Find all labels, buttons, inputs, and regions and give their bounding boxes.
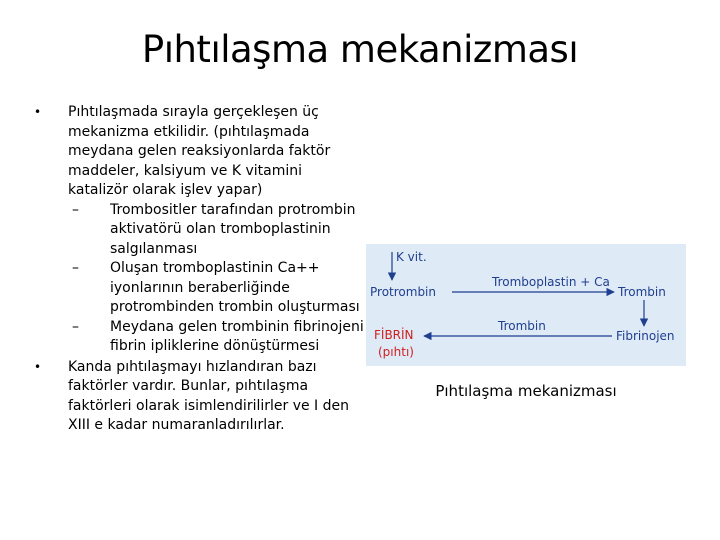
bullet-item-2 — [34, 358, 364, 436]
tromboplastin-ca-label: Tromboplastin + Ca — [492, 275, 610, 289]
pihti-label: (pıhtı) — [378, 345, 414, 359]
bullet-marker: • — [34, 105, 42, 119]
dash-marker: – — [72, 201, 79, 218]
figure-caption: Pıhtılaşma mekanizması — [435, 382, 617, 400]
sub-item-2 — [72, 259, 364, 318]
bullet-text: Pıhtılaşmada sırayla gerçekleşen üç mekanizma etkilidir. (pıhtılaşmada meydana gelen reaksiyonlarda faktör maddeler, kalsiyum ve K vitamini katalizör olarak işlev yapar) — [68, 104, 331, 198]
protrombin-label: Protrombin — [370, 285, 436, 299]
fibrin-label: FİBRİN — [374, 328, 414, 342]
sub-item-1 — [72, 201, 364, 260]
trombin-right-label: Trombin — [618, 285, 666, 299]
sub-item-text: Oluşan tromboplastinin Ca++ iyonlarının beraberliğinde protrombinden trombin oluşturması — [110, 260, 360, 315]
sub-item-text: Meydana gelen trombinin fibrinojeni fibrin ipliklerine dönüştürmesi — [110, 318, 364, 354]
trombin-mid-label: Trombin — [498, 319, 546, 333]
sub-item-3 — [72, 318, 364, 357]
slide-title: Pıhtılaşma mekanizması — [141, 28, 579, 71]
diagram-svg — [366, 244, 686, 366]
coagulation-diagram — [366, 244, 686, 366]
dash-marker: – — [72, 260, 79, 276]
dash-marker: – — [72, 318, 79, 335]
k-vitamin-label: K vit. — [396, 250, 427, 264]
bullet-marker: • — [34, 359, 42, 374]
bullet-text: Kanda pıhtılaşmayı hızlandıran bazı faktörler vardır. Bunlar, pıhtılaşma faktörleri olarak isimlendirilirler ve I den XIII e kadar numaranladırılırlar. — [68, 358, 350, 433]
bullet-list — [34, 103, 364, 436]
fibrinojen-label: Fibrinojen — [616, 329, 675, 343]
sub-item-text: Trombositler tarafından protrombin aktivatörü olan tromboplastinin salgılanması — [110, 201, 356, 257]
bullet-item-1 — [34, 103, 364, 201]
